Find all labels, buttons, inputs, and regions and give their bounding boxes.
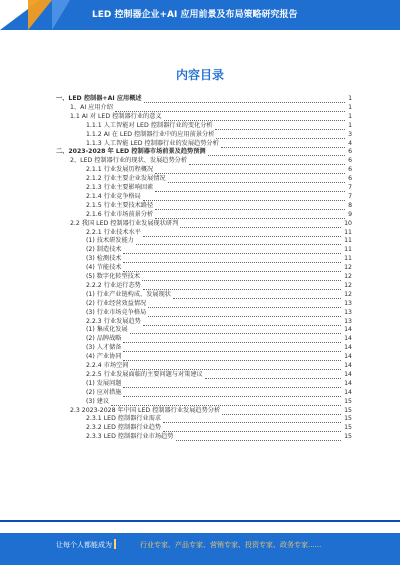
toc-leader-dots <box>221 139 345 148</box>
toc-entry[interactable] <box>86 335 352 343</box>
toc-entry[interactable] <box>86 273 352 281</box>
toc-entry-text: 1.1.3 人工智能 LED 控制器行业的发展趋势分析 <box>86 139 219 147</box>
toc-entry-text: 二、2023-2028 年 LED 控制器市场前景及趋势预测 <box>56 148 206 156</box>
toc-page-number: 6 <box>348 157 352 165</box>
toc-leader-dots <box>136 236 341 245</box>
toc-leader-dots <box>123 352 341 361</box>
document-title: LED 控制器企业+AI 应用前景及布局策略研究报告 <box>92 10 298 20</box>
toc-page-number: 15 <box>344 397 352 405</box>
toc-page-number: 1 <box>348 112 352 120</box>
toc-entry[interactable] <box>86 326 352 334</box>
toc-entry[interactable] <box>86 389 352 397</box>
toc-page-number: 15 <box>344 424 352 432</box>
toc-page-number: 15 <box>344 406 352 414</box>
toc-entry-text: 1.1.1 人工智能对 LED 控制器行业的变化分析 <box>86 121 213 129</box>
toc-entry[interactable] <box>56 95 352 103</box>
toc-page-number: 15 <box>344 415 352 423</box>
toc-entry[interactable] <box>86 246 352 254</box>
toc-entry-text: 2.2 我国 LED 控制器行业发展现状研判 <box>70 219 179 227</box>
toc-page-number: 15 <box>344 433 352 441</box>
toc-leader-dots <box>155 183 345 192</box>
toc-leader-dots <box>208 147 345 156</box>
toc-leader-dots <box>143 192 345 201</box>
toc-entry[interactable] <box>86 211 352 219</box>
toc-entry-text: 2.1.2 行业主要企业发展情况 <box>86 175 166 183</box>
toc-leader-dots <box>189 156 345 165</box>
toc-page-number: 12 <box>344 290 352 298</box>
toc-page-number: 1 <box>348 95 352 102</box>
toc-leader-dots <box>222 406 341 415</box>
toc-entry-text: (1) 集成化发展 <box>86 326 128 334</box>
toc-leader-dots <box>115 103 345 112</box>
toc-leader-dots <box>123 254 341 263</box>
toc-entry[interactable] <box>86 353 352 361</box>
toc-entry[interactable] <box>86 282 352 290</box>
toc-page-number: 14 <box>344 370 352 378</box>
header-bar <box>0 0 400 30</box>
toc-page-number: 3 <box>348 130 352 138</box>
toc-page-number: 14 <box>344 353 352 361</box>
toc-leader-dots <box>168 174 345 183</box>
toc-entry-text: 2.1.3 行业主要影响因素 <box>86 184 154 191</box>
toc-entry[interactable] <box>86 318 352 326</box>
toc-page-number: 13 <box>344 308 352 316</box>
toc-page-number: 14 <box>344 335 352 343</box>
toc-page-number: 14 <box>344 344 352 352</box>
toc-entry-text: (2) 应对措施 <box>86 388 122 396</box>
toc-entry-text: 2.1.1 行业发展历程概况 <box>86 166 154 174</box>
toc-entry[interactable] <box>86 380 352 388</box>
toc-leader-dots <box>163 414 341 423</box>
toc-leader-dots <box>123 334 341 343</box>
toc-page-number: 4 <box>348 139 352 147</box>
toc-entry[interactable] <box>86 371 352 379</box>
toc-entry[interactable] <box>86 175 352 183</box>
toc-entry-text: 1.1.2 AI 在 LED 控制器行业中的应用前景分析 <box>86 130 215 138</box>
toc-page-number: 14 <box>344 362 352 369</box>
header-decoration-orange <box>28 0 52 30</box>
toc-leader-dots <box>111 397 341 406</box>
toc-entry-text: 一、LED 控制器+AI 应用概述 <box>56 95 142 102</box>
toc-entry[interactable] <box>86 433 352 441</box>
toc-page-number: 12 <box>344 273 352 280</box>
toc-page-number: 10 <box>344 219 352 227</box>
toc-entry-text: (3) 行业市场竞争格局 <box>86 308 147 316</box>
toc-entry-text: 2.2.3 行业发展趋势 <box>86 317 141 325</box>
toc-entry-text: (2) 品牌战略 <box>86 335 122 343</box>
toc-leader-dots <box>143 228 341 237</box>
toc-page-number: 6 <box>348 148 352 156</box>
toc-entry-text: (5) 数字化转型技术 <box>86 273 141 280</box>
toc-entry-text: 2.1.6 行业市场前景分析 <box>86 210 154 218</box>
toc-entry[interactable] <box>86 255 352 263</box>
toc-entry-text: (3) 检测技术 <box>86 255 122 263</box>
toc-entry[interactable] <box>70 104 352 112</box>
footer-divider <box>0 520 400 522</box>
toc-entry[interactable] <box>86 300 352 308</box>
toc-page-number: 13 <box>344 317 352 325</box>
footer-separator <box>114 539 116 549</box>
toc-entry[interactable] <box>86 398 352 406</box>
toc-page-number: 7 <box>348 184 352 191</box>
toc-entry[interactable] <box>86 229 352 237</box>
toc-entry-text: (4) 节能技术 <box>86 264 122 272</box>
toc-leader-dots <box>130 325 341 334</box>
toc-page-number: 14 <box>344 326 352 334</box>
toc-entry-text: 2.3.3 LED 控制器行业市场趋势 <box>86 433 174 441</box>
toc-leader-dots <box>143 281 341 290</box>
toc-leader-dots <box>144 94 345 103</box>
toc-leader-dots <box>123 379 341 388</box>
toc-entry-text: 2.2.5 行业发展面临的主要问题与对策建议 <box>86 370 203 378</box>
toc-page-number: 7 <box>348 192 352 200</box>
toc-entry-text: 2.3 2023-2028 年中国 LED 控制器行业发展趋势分析 <box>70 406 221 414</box>
toc-entry[interactable] <box>86 415 352 423</box>
toc-entry-text: 2.3.1 LED 控制器行业需求 <box>86 415 162 423</box>
toc-leader-dots <box>176 432 342 441</box>
toc-entry[interactable] <box>86 131 352 139</box>
toc-entry-text: 2.2.2 行业运行态势 <box>86 281 141 289</box>
toc-leader-dots <box>173 290 341 299</box>
toc-leader-dots <box>123 343 341 352</box>
toc-entry[interactable] <box>56 148 352 156</box>
toc-entry[interactable] <box>86 140 352 148</box>
toc-entry[interactable] <box>70 407 352 415</box>
toc-page-number: 1 <box>348 103 352 111</box>
toc-entry-text: (1) 发展问题 <box>86 379 122 387</box>
footer-bar <box>0 533 400 565</box>
toc-leader-dots <box>123 388 341 397</box>
toc-entry-text: 2.3.2 LED 控制器行业趋势 <box>86 424 162 432</box>
toc-leader-dots <box>148 308 341 317</box>
footer-left-text: 让每个人都能成为 <box>56 541 112 549</box>
toc-entry[interactable] <box>86 122 352 130</box>
toc-leader-dots <box>148 299 341 308</box>
toc-leader-dots <box>123 263 341 272</box>
toc-entry[interactable] <box>86 202 352 210</box>
toc-leader-dots <box>164 112 345 121</box>
toc-page-number: 11 <box>344 228 352 236</box>
toc-page-number: 11 <box>344 255 352 263</box>
header-decoration-blue <box>52 0 70 30</box>
toc-entry[interactable] <box>86 424 352 432</box>
toc-page-number: 14 <box>344 388 352 396</box>
toc-page-number: 1 <box>348 121 352 129</box>
toc-entry[interactable] <box>70 113 352 121</box>
toc-page-number: 8 <box>348 201 352 209</box>
toc-page-number: 13 <box>344 299 352 307</box>
toc-page-number: 14 <box>344 379 352 387</box>
toc-leader-dots <box>143 317 341 326</box>
toc-page-number: 9 <box>348 210 352 218</box>
toc-entry[interactable] <box>86 362 352 370</box>
toc-entry-text: (3) 建议 <box>86 397 110 405</box>
toc-leader-dots <box>180 219 341 228</box>
toc-entry[interactable] <box>70 220 352 228</box>
toc-entry[interactable] <box>86 193 352 201</box>
toc-entry-text: (4) 产业协同 <box>86 353 122 361</box>
toc-entry[interactable] <box>86 166 352 174</box>
toc-leader-dots <box>155 201 345 210</box>
toc-leader-dots <box>163 423 341 432</box>
toc-entry[interactable] <box>86 309 352 317</box>
toc-leader-dots <box>155 210 345 219</box>
toc-entry[interactable] <box>86 264 352 272</box>
toc-leader-dots <box>215 121 345 130</box>
toc-page-number: 11 <box>344 246 352 254</box>
toc-page-number: 11 <box>344 237 352 245</box>
toc-entry-text: 1、AI 应用介绍 <box>70 103 113 111</box>
toc-title: 内容目录 <box>175 68 224 82</box>
toc-entry-text: 2.2.1 行业技术水平 <box>86 228 141 236</box>
toc-entry[interactable] <box>86 291 352 299</box>
toc-entry-text: (2) 制造技术 <box>86 246 122 254</box>
toc-entry-text: (1) 技术研发能力 <box>86 237 134 245</box>
toc-entry[interactable] <box>86 344 352 352</box>
toc-leader-dots <box>130 361 341 370</box>
toc-page-number: 6 <box>348 166 352 174</box>
toc-entry[interactable] <box>70 157 352 165</box>
toc-entry-text: (3) 人才储备 <box>86 344 122 352</box>
toc-leader-dots <box>142 272 341 281</box>
toc-entry-text: 2.2.4 市场空间 <box>86 362 129 369</box>
toc-page-number: 12 <box>344 264 352 272</box>
toc-leader-dots <box>216 130 345 139</box>
toc-entry-text: 2.1.5 行业主要技术路径 <box>86 201 154 209</box>
toc-page-number: 6 <box>348 175 352 183</box>
footer-right-text: 行业专家、产品专家、营销专家、投资专家、政务专家...... <box>140 541 322 549</box>
toc-entry[interactable] <box>86 237 352 245</box>
toc-entry-text: (2) 行业经营效益情况 <box>86 299 147 307</box>
toc-leader-dots <box>205 370 341 379</box>
toc-entry-text: (1) 行业产业链构成、发展现状 <box>86 290 171 298</box>
toc-page-number: 12 <box>344 281 352 289</box>
toc-entry-text: 2.1.4 行业竞争格局 <box>86 192 141 200</box>
toc-entry-text: 2、LED 控制器行业的现状、发展趋势分析 <box>70 157 188 165</box>
toc-entry-text: 1.1 AI 对 LED 控制器行业的意义 <box>70 112 162 120</box>
toc-leader-dots <box>123 245 341 254</box>
toc-leader-dots <box>155 165 345 174</box>
toc-entry[interactable] <box>86 184 352 192</box>
